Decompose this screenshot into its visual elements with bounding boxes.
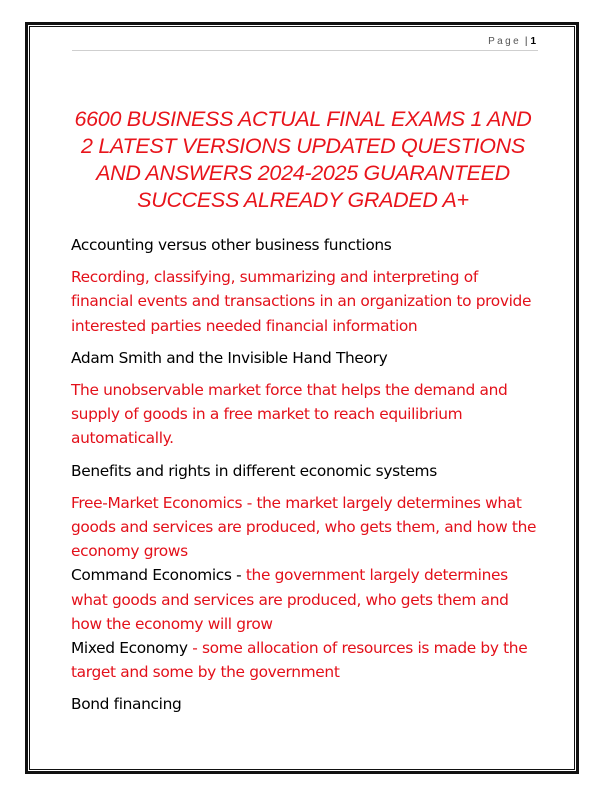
question-1: Accounting versus other business functions xyxy=(71,236,392,254)
answer-1: Recording, classifying, summarizing and interpreting of financial events and transactions in an organization to provide interested parties needed financial information xyxy=(71,268,532,335)
question-3: Benefits and rights in different economic systems xyxy=(71,461,437,480)
document-title: 6600 BUSINESS ACTUAL FINAL EXAMS 1 AND 2 LATEST VERSIONS UPDATED QUESTIONS AND ANSWERS 2024-2025 GUARANTEED SUCCESS ALREADY GRADED A+ xyxy=(74,107,532,212)
command-economics-term: Command Economics - xyxy=(71,566,242,585)
page-number-header xyxy=(488,36,536,47)
page-number: 1 xyxy=(530,36,536,47)
command-economics-definition: the government largely determines what goods and services are produced, who gets them and how the economy will grow xyxy=(71,566,509,633)
header-divider xyxy=(72,50,538,51)
mixed-economy-term: Mixed Economy xyxy=(71,639,188,658)
answer-2: The unobservable market force that helps the demand and supply of goods in a free market to reach equilibrium automatically. xyxy=(71,381,508,448)
question-2: Adam Smith and the Invisible Hand Theory xyxy=(71,348,388,367)
page-separator: | xyxy=(524,36,528,47)
page-label: Page xyxy=(488,36,522,47)
question-4: Bond financing xyxy=(71,695,182,714)
answer-3-mixed xyxy=(71,636,541,684)
qa-content xyxy=(71,233,541,717)
answer-3-free-market: Free-Market Economics - the market largely determines what goods and services are produced, who gets them, and how the economy grows xyxy=(71,493,537,561)
mixed-economy-definition: - some allocation of resources is made by the target and some by the government xyxy=(71,639,528,682)
answer-3-command xyxy=(71,563,541,636)
